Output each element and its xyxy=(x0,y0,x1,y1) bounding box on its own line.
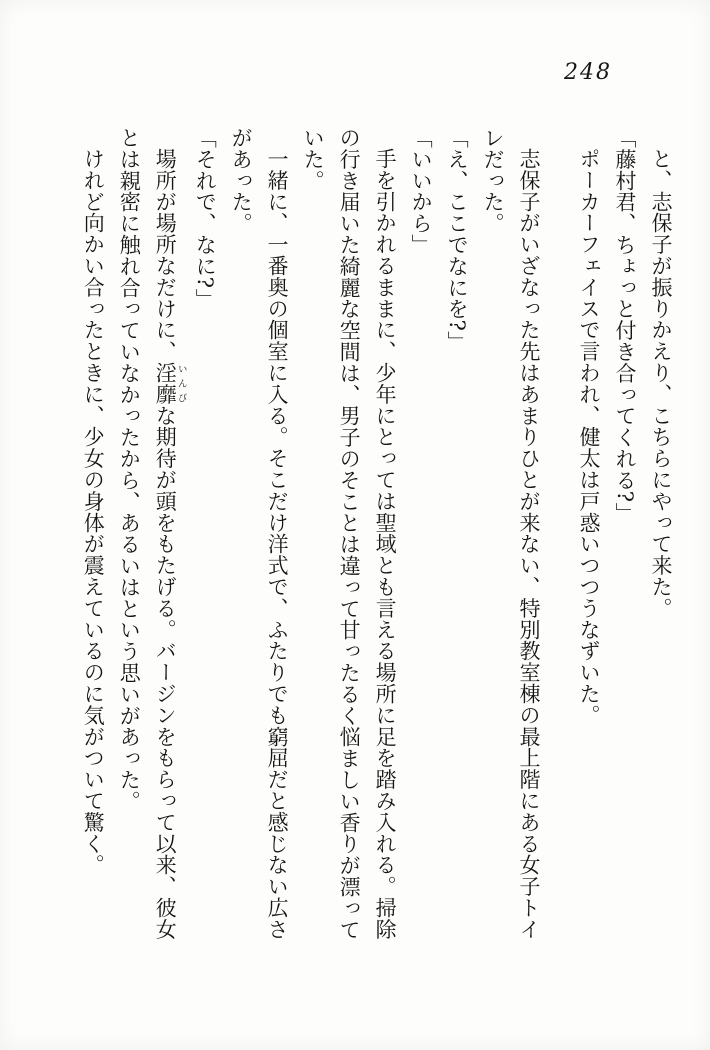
paragraph: 志保子がいざなった先はあまりひとが来ない、特別教室棟の最上階にある女子トイレだった。 xyxy=(481,127,542,941)
paragraph: 場所が場所なだけに、淫靡いんびな期待が頭をもたげる。バージンをもらって以来、彼女とは親密に触れ合っていなかったから、あるいはという思いがあった。 xyxy=(117,127,187,941)
text-block xyxy=(74,127,678,943)
paragraph: と、志保子が振りかえり、こちらにやって来た。 xyxy=(649,148,673,620)
paragraph: 「いいから」 xyxy=(409,127,434,256)
paragraph: けれど向かい合ったときに、少女の身体が震えているのに気がついて驚く。 xyxy=(81,148,106,876)
paragraph: ポーカーフェイスで言われ、健太は戸惑いつつうなずいた。 xyxy=(577,148,602,727)
paragraph: 「藤村君、ちょっと付き合ってくれる?」 xyxy=(613,127,638,524)
paragraph: 手を引かれるままに、少年にとっては聖域とも言える場所に足を踏み入れる。掃除の行き届いた綺麗な空間は、男子のそことは違って甘ったるく悩ましい香りが漂っていた。 xyxy=(301,127,398,941)
paragraph: 一緒に、一番奥の個室に入る。そこだけ洋式で、ふたりでも窮屈だと感じない広さがあった。 xyxy=(229,127,290,941)
furigana: 淫靡いんび xyxy=(153,362,187,406)
paragraph: 「え、ここでなにを?」 xyxy=(445,127,470,353)
page-number: 248 xyxy=(564,60,612,85)
paragraph: 「それで、なに?」 xyxy=(193,127,218,310)
